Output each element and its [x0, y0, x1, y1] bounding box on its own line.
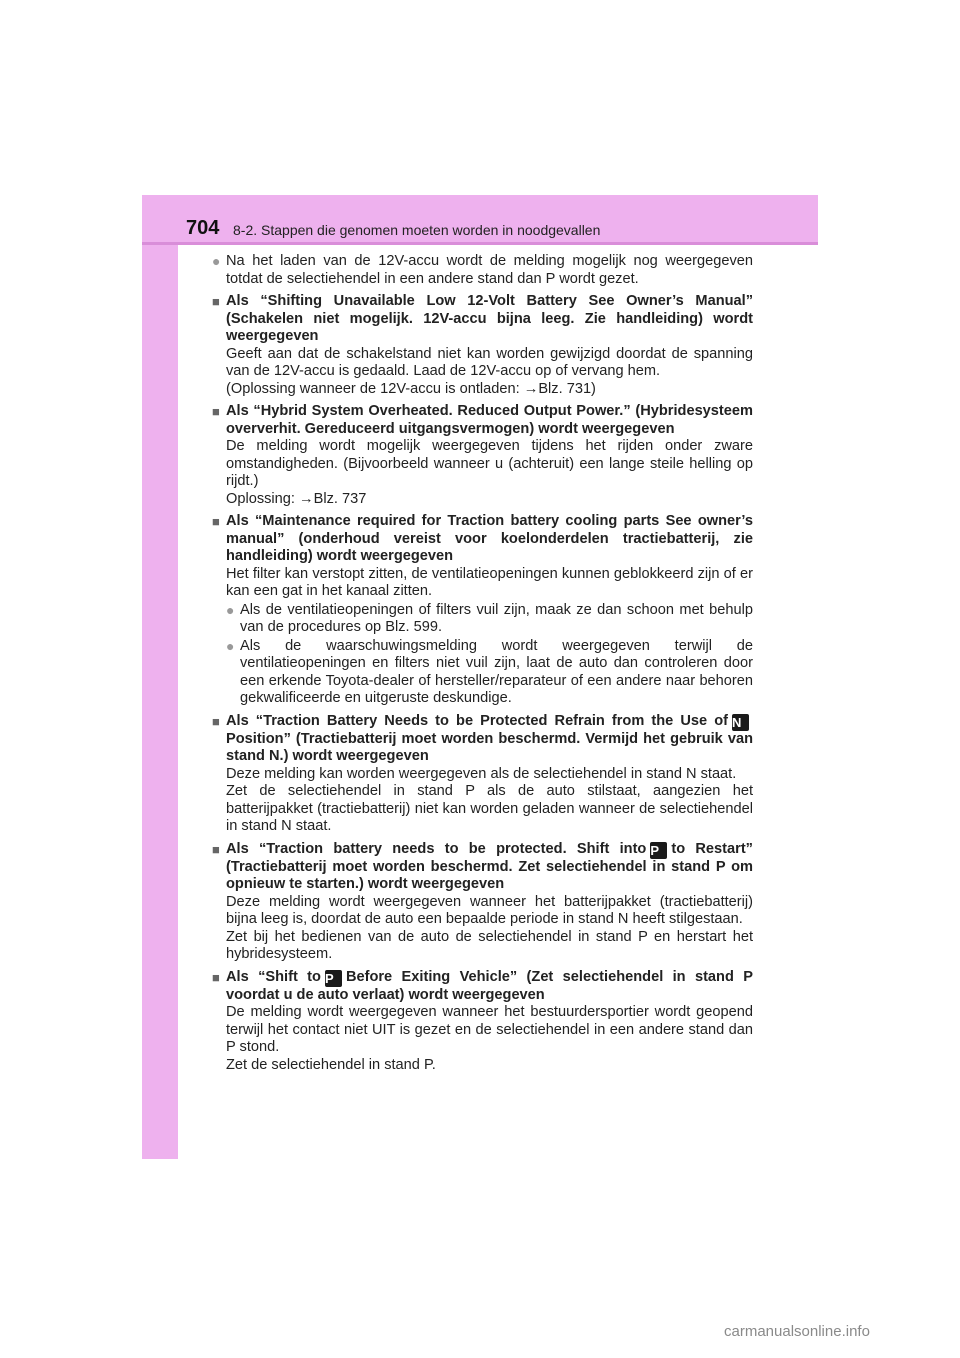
sub-bullet-text: Als de ventilatieopeningen of filters vuil zijn, maak ze dan schoon met behulp van de procedures op Blz. 599. [240, 601, 753, 635]
section-body: Zet de selectiehendel in stand P als de auto stilstaat, aangezien het batterijpakket (tractiebatterij) niet kan worden geladen wanneer de selectiehendel in stand N staat. [226, 783, 753, 834]
section-heading [226, 969, 753, 1005]
message-section [212, 713, 753, 836]
section-heading: Als “Maintenance required for Traction battery cooling parts See owner’s manual” (onderhoud vereist voor koelonderdelen tractiebatterij, zie handleiding) wordt weergegeven [226, 513, 753, 564]
section-square-icon: ■ [212, 713, 220, 729]
bullet-text: Na het laden van de 12V-accu wordt de melding mogelijk nog weergegeven totdat de selectiehendel in een andere stand dan P wordt gezet. [226, 253, 753, 287]
section-body: Deze melding kan worden weergegeven als de selectiehendel in stand N staat. [226, 765, 737, 782]
heading-text-after: to Restart” (Tractiebatterij moet worden beschermd. Zet selectiehendel in stand P om opnieuw te starten.) wordt weergegeven [226, 840, 753, 892]
page-content [212, 253, 753, 1079]
section-heading: Als “Hybrid System Overheated. Reduced Output Power.” (Hybridesysteem oververhit. Gereduceerd uitgangsvermogen) wordt weergegeven [226, 403, 753, 437]
bullet-circle-icon: ● [226, 601, 235, 618]
section-square-icon: ■ [212, 841, 220, 857]
bullet-item [212, 253, 753, 288]
heading-text-after: Position” (Tractiebatterij moet worden beschermd. Vermijd het gebruik van stand N.) wordt weergegeven [226, 730, 753, 764]
section-body: Oplossing: →Blz. 737 [226, 490, 367, 507]
section-square-icon: ■ [212, 294, 220, 309]
section-square-icon: ■ [212, 404, 220, 419]
shift-position-p-icon: P [325, 970, 342, 987]
section-body: Deze melding wordt weergegeven wanneer het batterijpakket (tractiebatterij) bijna leeg is, doordat de auto een bepaalde periode in stand N heeft stilgestaan. [226, 893, 753, 927]
bullet-circle-icon: ● [226, 637, 235, 654]
message-section [212, 513, 753, 708]
section-title: 8-2. Stappen die genomen moeten worden in noodgevallen [233, 222, 601, 238]
sub-bullet-text: Als de waarschuwingsmelding wordt weergegeven terwijl de ventilatieopeningen en filters niet vuil zijn, laat de auto dan controleren door een erkende Toyota-dealer of hersteller/reparateur of een andere naar behoren gekwalificeerde en uitgeruste deskundige. [240, 637, 753, 706]
section-square-icon: ■ [212, 969, 220, 985]
section-body: De melding wordt weergegeven wanneer het bestuurdersportier wordt geopend terwijl het contact niet UIT is gezet en de selectiehendel in een andere stand dan P stond. [226, 1004, 753, 1055]
section-body: De melding wordt mogelijk weergegeven tijdens het rijden onder zware omstandigheden. (Bijvoorbeeld wanneer u (achteruit) een lange steile helling op rijdt.) [226, 438, 753, 489]
bullet-circle-icon: ● [212, 253, 221, 269]
section-square-icon: ■ [212, 514, 220, 529]
section-heading: Als “Shifting Unavailable Low 12-Volt Battery See Owner’s Manual” (Schakelen niet mogelijk. 12V-accu bijna leeg. Zie handleiding) wordt weergegeven [226, 293, 753, 344]
section-body: Zet de selectiehendel in stand P. [226, 1056, 436, 1073]
header-divider [142, 242, 818, 245]
page-number: 704 [186, 217, 220, 239]
section-heading [226, 841, 753, 894]
heading-text-before: Als “Traction Battery Needs to be Protected Refrain from the Use of [226, 712, 728, 729]
section-body: (Oplossing wanneer de 12V-accu is ontladen: →Blz. 731) [226, 380, 596, 397]
heading-text-before: Als “Traction battery needs to be protected. Shift into [226, 840, 647, 857]
section-heading [226, 713, 753, 766]
message-section [212, 293, 753, 398]
message-section [212, 403, 753, 508]
watermark-text: carmanualsonline.info [724, 1323, 870, 1340]
section-body: Het filter kan verstopt zitten, de ventilatieopeningen kunnen geblokkeerd zijn of er kan een gat in het kanaal zitten. [226, 565, 753, 599]
section-body: Zet bij het bedienen van de auto de selectiehendel in stand P en herstart het hybridesysteem. [226, 928, 753, 962]
shift-position-n-icon: N [732, 714, 749, 731]
shift-position-p-icon: P [650, 842, 667, 859]
sub-bullet-item [226, 602, 753, 637]
message-section [212, 841, 753, 964]
section-body: Geeft aan dat de schakelstand niet kan worden gewijzigd doordat de spanning van de 12V-accu is gedaald. Laad de 12V-accu op of vervang hem. [226, 345, 753, 379]
heading-text-before: Als “Shift to [226, 968, 321, 985]
sub-bullet-item [226, 638, 753, 708]
chapter-sidebar-tab [142, 195, 178, 1159]
message-section [212, 969, 753, 1075]
heading-text-after: Before Exiting Vehicle” (Zet selectiehendel in stand P voordat u de auto verlaat) wordt weergegeven [226, 968, 753, 1003]
